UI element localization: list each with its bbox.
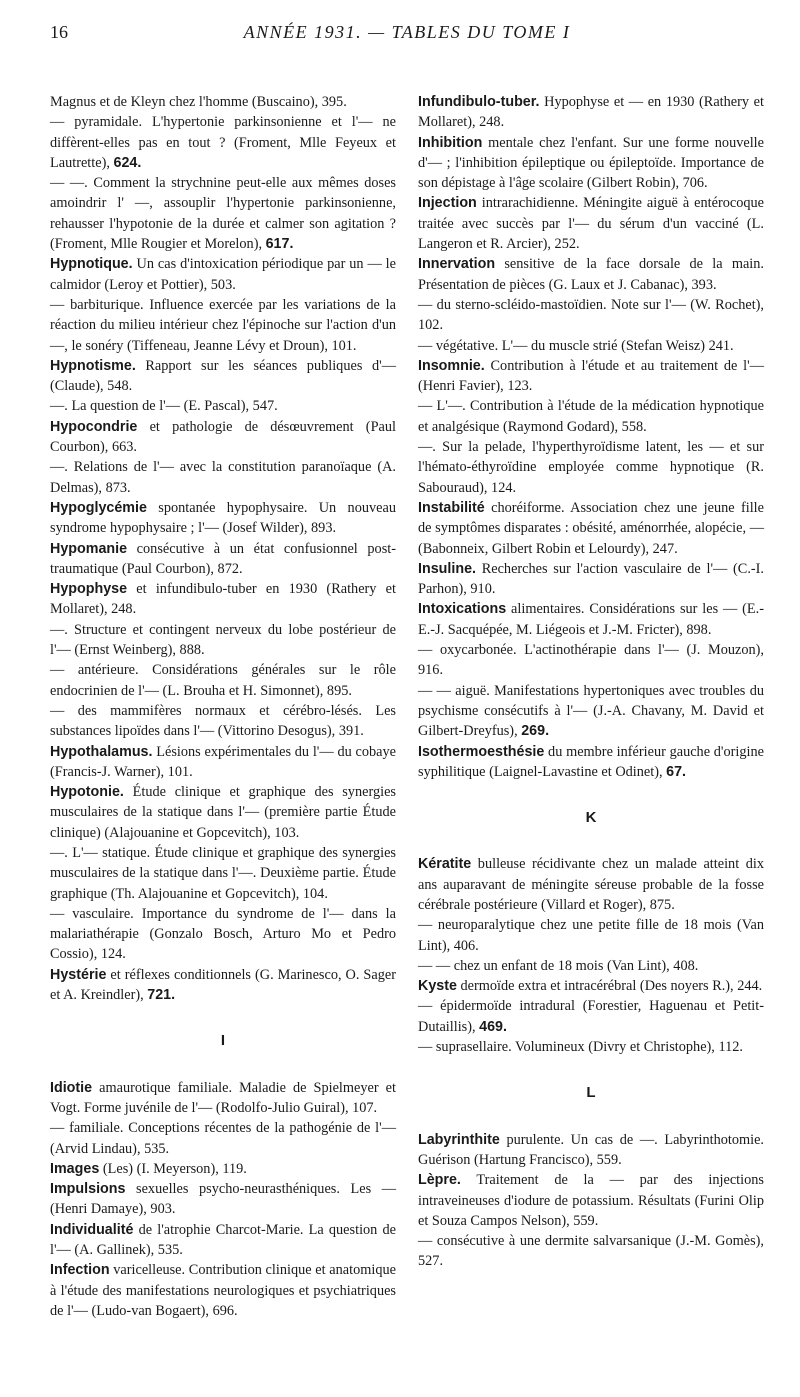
entry-term: Injection xyxy=(418,195,477,212)
entry-term: Instabilité xyxy=(418,499,485,516)
index-entry xyxy=(418,295,764,336)
index-entry xyxy=(418,854,764,915)
index-entry xyxy=(418,915,764,956)
entry-text: — — chez un enfant de 18 mois (Van Lint), 408. xyxy=(418,957,699,974)
entry-page-number: 67. xyxy=(666,763,687,780)
entry-text: — consécutive à une dermite salvarsanique (J.-M. Gomès), 527. xyxy=(418,1233,764,1270)
entry-text: purulente. Un cas de —. Labyrinthotomie. Guérison (Hartung Francisco), 559. xyxy=(418,1131,764,1168)
entry-text: — barbiturique. Influence exercée par les variations de la réaction du milieu intérieur chez l'épinoche sur l'action d'un —, le sonéry (Tiffeneau, Jeanne Lévy et Droun), 101. xyxy=(50,296,396,354)
entry-page-number: 721. xyxy=(147,987,176,1004)
index-entry xyxy=(418,559,764,600)
entry-text: Rapport sur les séances publiques d'— (Claude), 548. xyxy=(50,357,396,395)
entry-text: —. Structure et contingent nerveux du lobe postérieur de l'— (Ernst Weinberg), 888. xyxy=(50,621,396,659)
index-entry xyxy=(418,742,764,783)
index-entry xyxy=(418,437,764,498)
index-entry xyxy=(50,579,396,620)
entry-term: Individualité xyxy=(50,1221,134,1238)
index-entry xyxy=(50,843,396,904)
entry-term: Isothermoesthésie xyxy=(418,743,545,760)
running-title: ANNÉE 1931. — TABLES DU TOME I xyxy=(243,22,571,42)
entry-text: —. L'— statique. Étude clinique et graphique des synergies musculaires de la statique dans l'—. Deuxième partie. Étude graphique (Th. Alajouanine et Gopcevitch), 104. xyxy=(50,844,396,902)
entry-text: Hypophyse et — en 1930 (Rathery et Mollaret), 248. xyxy=(418,94,764,131)
entry-text: —. La question de l'— (E. Pascal), 547. xyxy=(50,398,278,415)
entry-text: Un cas d'intoxication périodique par un — le calmidor (Leroy et Pottier), 503. xyxy=(50,256,396,293)
entry-text: — — aiguë. Manifestations hypertoniques avec troubles du psychisme consécutifs à l'— (J.-A. Chavany, M. David et Gilbert-Dreyfus), xyxy=(418,682,764,740)
entry-text: amaurotique familiale. Maladie de Spielmeyer et Vogt. Forme juvénile de l'— (Rodolfo-Julio Guiral), 107. xyxy=(50,1079,396,1116)
index-entry xyxy=(418,681,764,742)
entry-text: spontanée hypophysaire. Un nouveau syndrome hypophysaire ; l'— (Josef Wilder), 893. xyxy=(50,499,396,537)
index-entry xyxy=(418,976,764,996)
index-entry xyxy=(50,173,396,254)
index-entry xyxy=(50,1220,396,1261)
entry-text: — neuroparalytique chez une petite fille de 18 mois (Van Lint), 406. xyxy=(418,917,764,954)
entry-term: Hypotonie. xyxy=(50,784,124,801)
entry-text: et pathologie de désœuvrement (Paul Courbon), 663. xyxy=(50,418,396,456)
entry-term: Inhibition xyxy=(418,134,483,151)
section-letter: L xyxy=(586,1084,596,1102)
entry-text: bulleuse récidivante chez un malade atteint dix ans auparavant de méningite séreuse probable de la fosse cérébrale postérieure (Villard et Roger), 875. xyxy=(418,856,764,913)
entry-text: dermoïde extra et intracérébral (Des noyers R.), 244. xyxy=(456,978,763,995)
entry-text: — vasculaire. Importance du syndrome de l'— dans la malariathérapie (Gonzalo Bosch, Arturo Mo et Pedro Cossio), 124. xyxy=(50,905,396,963)
right-column xyxy=(418,92,764,1321)
index-entry xyxy=(418,193,764,254)
index-entry xyxy=(418,356,764,397)
index-entry xyxy=(418,1231,764,1272)
entry-text: Magnus et de Kleyn chez l'homme (Buscaino), 395. xyxy=(50,94,347,110)
entry-term: Kyste xyxy=(418,978,457,995)
entry-term: Hypnotique. xyxy=(50,256,133,273)
index-entry xyxy=(50,965,396,1006)
index-entry xyxy=(50,92,396,112)
entry-term: Hypoglycémie xyxy=(50,499,147,516)
entry-term: Hypomanie xyxy=(50,540,128,557)
left-column xyxy=(50,92,396,1321)
entry-text: — —. Comment la strychnine peut-elle aux mêmes doses amoindrir l' —, assouplir l'hypertonie parkinsonienne, rehausser l'hypotonie de la durée et calmer son agitation ? (Froment, Mlle Rougier et Morelon), xyxy=(50,175,396,253)
index-entry xyxy=(50,904,396,965)
entry-text: de l'atrophie Charcot-Marie. La question de l'— (A. Gallinek), 535. xyxy=(50,1221,396,1259)
entry-text: — antérieure. Considérations générales sur le rôle endocrinien de l'— (L. Brouha et H. Simonnet), 895. xyxy=(50,662,396,699)
index-entry xyxy=(50,660,396,701)
entry-text: et infundibulo-tuber en 1930 (Rathery et Mollaret), 248. xyxy=(50,581,396,618)
index-entry xyxy=(418,956,764,976)
index-entry xyxy=(418,92,764,133)
index-entry xyxy=(50,498,396,539)
index-entry xyxy=(50,1078,396,1119)
running-head xyxy=(50,22,764,46)
entry-text: — végétative. L'— du muscle strié (Stefan Weisz) 241. xyxy=(418,337,734,354)
entry-page-number: 624. xyxy=(113,154,142,171)
index-entry xyxy=(50,782,396,843)
entry-term: Impulsions xyxy=(50,1181,126,1198)
entry-text: (Les) (I. Meyerson), 119. xyxy=(99,1160,247,1177)
index-entry xyxy=(50,396,396,416)
entry-page-number: 617. xyxy=(265,236,294,253)
index-entry xyxy=(50,742,396,783)
index-entry xyxy=(418,133,764,194)
entry-text: — des mammifères normaux et cérébro-lésés. Les substances lipoïdes dans l'— (Vittorino Desogus), 391. xyxy=(50,702,396,740)
entry-text: — oxycarbonée. L'actinothérapie dans l'— (J. Mouzon), 916. xyxy=(418,642,764,679)
index-entry xyxy=(418,254,764,295)
index-entry xyxy=(418,498,764,559)
index-entry xyxy=(50,112,396,173)
index-entry xyxy=(50,620,396,661)
index-entry xyxy=(418,996,764,1037)
index-entry xyxy=(50,1159,396,1179)
entry-text: Recherches sur l'action vasculaire de l'— (C.-I. Parhon), 910. xyxy=(418,560,764,598)
entry-text: Étude clinique et graphique des synergies musculaires de la statique dans l'— (première partie Étude clinique) (Alajouanine et Gopcevitch), 103. xyxy=(50,784,396,841)
entry-term: Innervation xyxy=(418,256,496,273)
entry-text: intrarachidienne. Méningite aiguë à entérocoque traitée avec succès par l'— du sérum d'un vacciné (L. Langeron et R. Arcier), 252. xyxy=(418,195,764,253)
entry-text: mentale chez l'enfant. Sur une forme nouvelle d'— ; l'inhibition épileptique ou épileptoïde. Importance de son dépistage à l'âge scolaire (Gilbert Robin), 706. xyxy=(418,134,764,192)
entry-term: Insuline. xyxy=(418,560,476,577)
index-entry xyxy=(50,295,396,356)
entry-text: alimentaires. Considérations sur les — (E.-E.-J. Sacquépée, M. Liégeois et J.-M. Fricter), 898. xyxy=(418,601,764,638)
entry-text: —. Relations de l'— avec la constitution paranoïaque (A. Delmas), 873. xyxy=(50,459,396,496)
entry-text: — suprasellaire. Volumineux (Divry et Christophe), 112. xyxy=(418,1039,743,1056)
entry-term: Hypnotisme. xyxy=(50,357,136,374)
entry-term: Labyrinthite xyxy=(418,1131,500,1148)
index-entry xyxy=(418,640,764,681)
entry-term: Infection xyxy=(50,1262,110,1279)
index-columns xyxy=(50,92,764,1321)
entry-text: — familiale. Conceptions récentes de la pathogénie de l'— (Arvid Lindau), 535. xyxy=(50,1120,396,1157)
entry-term: Kératite xyxy=(418,856,472,873)
section-letter: K xyxy=(585,809,597,827)
entry-text: —. Sur la pelade, l'hyperthyroïdisme latent, les — et sur l'hémato-éthyroïdine employée comme hypnotique (R. Sabouraud), 124. xyxy=(418,439,764,496)
entry-text: varicelleuse. Contribution clinique et anatomique à l'étude des manifestations neurologiques et psychiatriques de l'— (Ludo-van Bogaert), 696. xyxy=(50,1262,396,1319)
entry-text: — pyramidale. L'hypertonie parkinsonienne et l'— ne diffèrent-elles pas en tout ? (Froment, Mlle Feyeux et Lautrette), xyxy=(50,114,396,171)
entry-text: du membre inférieur gauche d'origine syphilitique (Laignel-Lavastine et Odinet), xyxy=(418,743,764,780)
index-entry xyxy=(418,336,764,356)
entry-term: Hypophyse xyxy=(50,581,128,598)
entry-text: sensitive de la face dorsale de la main. Présentation de pièces (G. Laux et J. Cabanac), 393. xyxy=(418,256,764,293)
entry-text: sexuelles psycho-neurasthéniques. Les — (Henri Damaye), 903. xyxy=(50,1181,396,1218)
entry-text: — L'—. Contribution à l'étude de la médication hypnotique et analgésique (Raymond Godard), 558. xyxy=(418,398,764,435)
entry-term: Insomnie. xyxy=(418,357,485,374)
index-entry xyxy=(50,417,396,458)
entry-text: et réflexes conditionnels (G. Marinesco, O. Sager et A. Kreindler), xyxy=(50,966,396,1004)
entry-term: Lèpre. xyxy=(418,1172,461,1189)
index-entry xyxy=(50,254,396,295)
entry-text: — du sterno-scléido-mastoïdien. Note sur l'— (W. Rochet), 102. xyxy=(418,296,764,334)
entry-term: Hypothalamus. xyxy=(50,743,153,760)
entry-text: Contribution à l'étude et au traitement de l'— (Henri Favier), 123. xyxy=(418,357,764,395)
entry-text: consécutive à un état confusionnel post-traumatique (Paul Courbon), 872. xyxy=(50,540,396,577)
entry-text: Traitement de la — par des injections intraveineuses d'iodure de potassium. Résultats (Furini Olip et Souza Campos Nelson), 559. xyxy=(418,1172,764,1229)
index-entry xyxy=(418,599,764,640)
section-letter: I xyxy=(220,1032,226,1050)
entry-term: Idiotie xyxy=(50,1079,93,1096)
entry-text: — épidermoïde intradural (Forestier, Haguenau et Petit-Dutaillis), xyxy=(418,998,764,1035)
entry-term: Images xyxy=(50,1160,100,1177)
index-entry xyxy=(50,1118,396,1159)
entry-text: Lésions expérimentales du l'— du cobaye (Francis-J. Warner), 101. xyxy=(50,743,396,780)
entry-page-number: 269. xyxy=(521,723,550,740)
entry-term: Hystérie xyxy=(50,966,107,983)
entry-text: choréiforme. Association chez une jeune fille de symptômes disparates : obésité, aménorrhée, alopécie, — (Babonneix, Gilbert Robin et Lelourdy), 247. xyxy=(418,499,764,557)
entry-term: Hypocondrie xyxy=(50,418,138,435)
index-entry xyxy=(50,539,396,580)
index-entry xyxy=(50,457,396,498)
index-entry xyxy=(418,396,764,437)
index-entry xyxy=(418,1037,764,1057)
entry-term: Intoxications xyxy=(418,601,507,618)
index-entry xyxy=(50,356,396,397)
page-number: 16 xyxy=(50,22,68,42)
index-entry xyxy=(50,1179,396,1220)
index-entry xyxy=(50,1260,396,1321)
index-entry xyxy=(418,1170,764,1231)
entry-term: Infundibulo-tuber. xyxy=(418,94,540,110)
index-entry xyxy=(418,1130,764,1171)
entry-page-number: 469. xyxy=(479,1018,507,1035)
index-entry xyxy=(50,701,396,742)
